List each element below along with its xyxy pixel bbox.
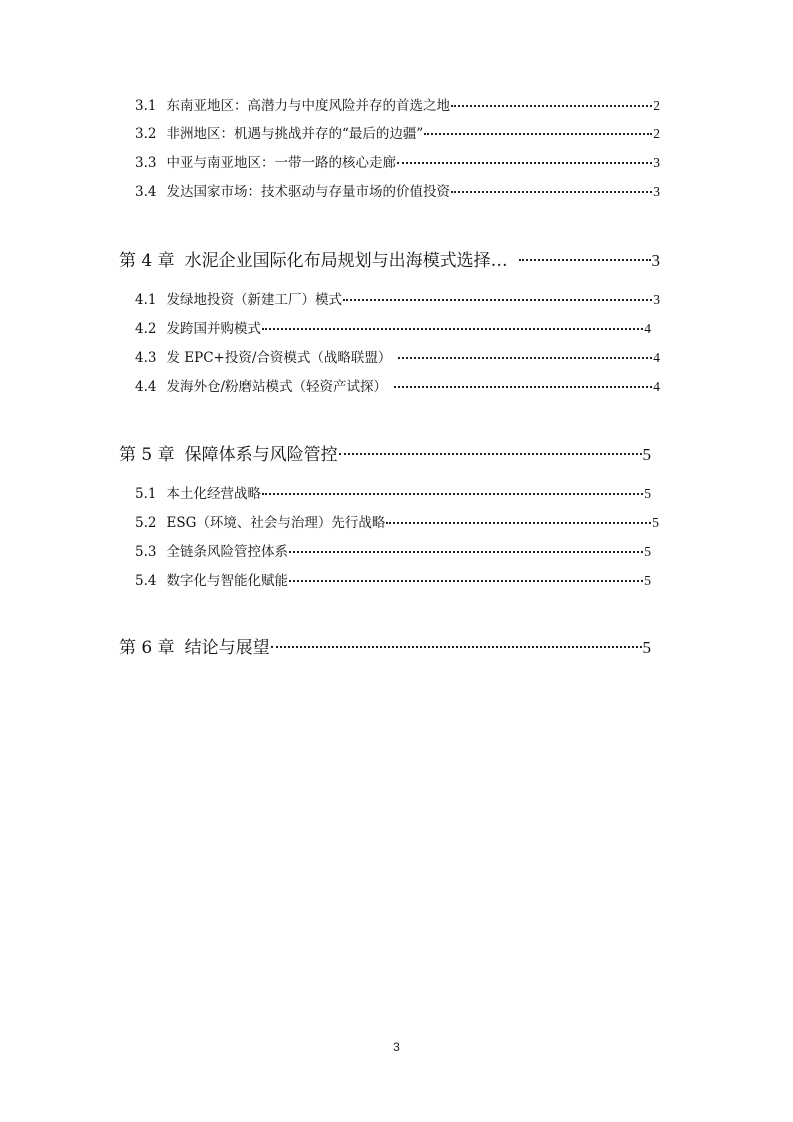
toc-chapter-5[interactable] xyxy=(119,443,651,467)
toc-entry-title: 发海外仓/粉磨站模式（轻资产试探） xyxy=(166,379,388,395)
toc-entry-number: 3.1 xyxy=(135,98,157,114)
toc-chapter-6[interactable] xyxy=(119,636,651,660)
toc-entry-4-3[interactable] xyxy=(135,348,660,368)
toc-entry-4-2[interactable] xyxy=(135,319,651,339)
toc-entry-page: 4 xyxy=(653,350,660,365)
toc-entry-page: 3 xyxy=(653,155,660,170)
toc-entry-title: 发绿地投资（新建工厂）模式 xyxy=(166,292,342,308)
dot-leader xyxy=(271,636,642,653)
toc-entry-page: 2 xyxy=(653,126,660,141)
toc-chapter-4[interactable] xyxy=(119,249,660,273)
toc-entry-5-2[interactable] xyxy=(135,513,659,533)
toc-entry-3-4[interactable] xyxy=(135,182,660,202)
toc-entry-page: 5 xyxy=(652,515,659,530)
toc-entry-title: 发 EPC+投资/合资模式（战略联盟） xyxy=(166,350,392,366)
dot-leader xyxy=(339,443,642,460)
toc-chapter-page: 3 xyxy=(651,251,660,270)
toc-entry-3-1[interactable] xyxy=(135,96,660,116)
toc-entry-5-4[interactable] xyxy=(135,571,651,591)
toc-entry-title: 中亚与南亚地区：一带一路的核心走廊 xyxy=(166,155,396,171)
toc-entry-page: 5 xyxy=(644,573,651,588)
toc-entry-page: 3 xyxy=(653,184,660,199)
toc-entry-title: ESG（环境、社会与治理）先行战略 xyxy=(166,515,386,531)
toc-chapter-title: 水泥企业国际化布局规划与出海模式选择… xyxy=(184,251,508,271)
toc-chapter-title: 保障体系与风险管控 xyxy=(184,445,338,465)
toc-entry-5-3[interactable] xyxy=(135,542,651,562)
toc-entry-3-3[interactable] xyxy=(135,153,660,173)
toc-entry-number: 5.1 xyxy=(135,486,157,502)
toc-entry-number: 5.2 xyxy=(135,515,157,531)
dot-leader xyxy=(289,572,643,586)
toc-entry-number: 5.4 xyxy=(135,573,157,589)
toc-entry-title: 全链条风险管控体系 xyxy=(166,544,288,560)
toc-chapter-page: 5 xyxy=(642,445,651,464)
toc-entry-page: 2 xyxy=(653,98,660,113)
toc-chapter-page: 5 xyxy=(642,638,651,657)
toc-chapter-number: 第 5 章 xyxy=(119,445,175,465)
toc-entry-5-1[interactable] xyxy=(135,484,651,504)
toc-entry-number: 3.3 xyxy=(135,155,157,171)
toc-entry-page: 5 xyxy=(644,486,651,501)
toc-entry-page: 4 xyxy=(644,321,651,336)
toc-entry-3-2[interactable] xyxy=(135,124,660,144)
toc-entry-number: 4.1 xyxy=(135,292,157,308)
toc-entry-title: 东南亚地区：高潜力与中度风险并存的首选之地 xyxy=(166,98,450,114)
dot-leader xyxy=(262,485,643,499)
dot-leader xyxy=(343,291,652,305)
dot-leader xyxy=(289,543,643,557)
toc-entry-number: 5.3 xyxy=(135,544,157,560)
toc-entry-number: 4.2 xyxy=(135,321,157,337)
dot-leader xyxy=(398,349,652,363)
toc-entry-page: 4 xyxy=(653,379,660,394)
toc-entry-title: 发跨国并购模式 xyxy=(166,321,261,337)
toc-entry-page: 3 xyxy=(653,292,660,307)
toc-entry-title: 数字化与智能化赋能 xyxy=(166,573,288,589)
toc-chapter-number: 第 4 章 xyxy=(119,251,175,271)
page-number: 3 xyxy=(393,1040,400,1054)
toc-entry-4-4[interactable] xyxy=(135,377,660,397)
dot-leader xyxy=(397,154,652,168)
dot-leader xyxy=(451,183,652,197)
toc-entry-page: 5 xyxy=(644,544,651,559)
toc-entry-number: 4.4 xyxy=(135,379,157,395)
toc-entry-number: 3.4 xyxy=(135,184,157,200)
toc-entry-number: 3.2 xyxy=(135,126,157,142)
dot-leader xyxy=(424,125,652,139)
toc-entry-number: 4.3 xyxy=(135,350,157,366)
dot-leader xyxy=(262,320,643,334)
dot-leader xyxy=(394,378,652,392)
dot-leader xyxy=(519,249,651,266)
toc-chapter-title: 结论与展望 xyxy=(184,638,270,658)
toc-chapter-number: 第 6 章 xyxy=(119,638,175,658)
dot-leader xyxy=(451,97,652,111)
toc-entry-title: 发达国家市场：技术驱动与存量市场的价值投资 xyxy=(166,184,450,200)
toc-entry-title: 本土化经营战略 xyxy=(166,486,261,502)
toc-entry-title: 非洲地区：机遇与挑战并存的“最后的边疆” xyxy=(166,126,424,142)
toc-entry-4-1[interactable] xyxy=(135,290,660,310)
dot-leader xyxy=(386,514,651,528)
